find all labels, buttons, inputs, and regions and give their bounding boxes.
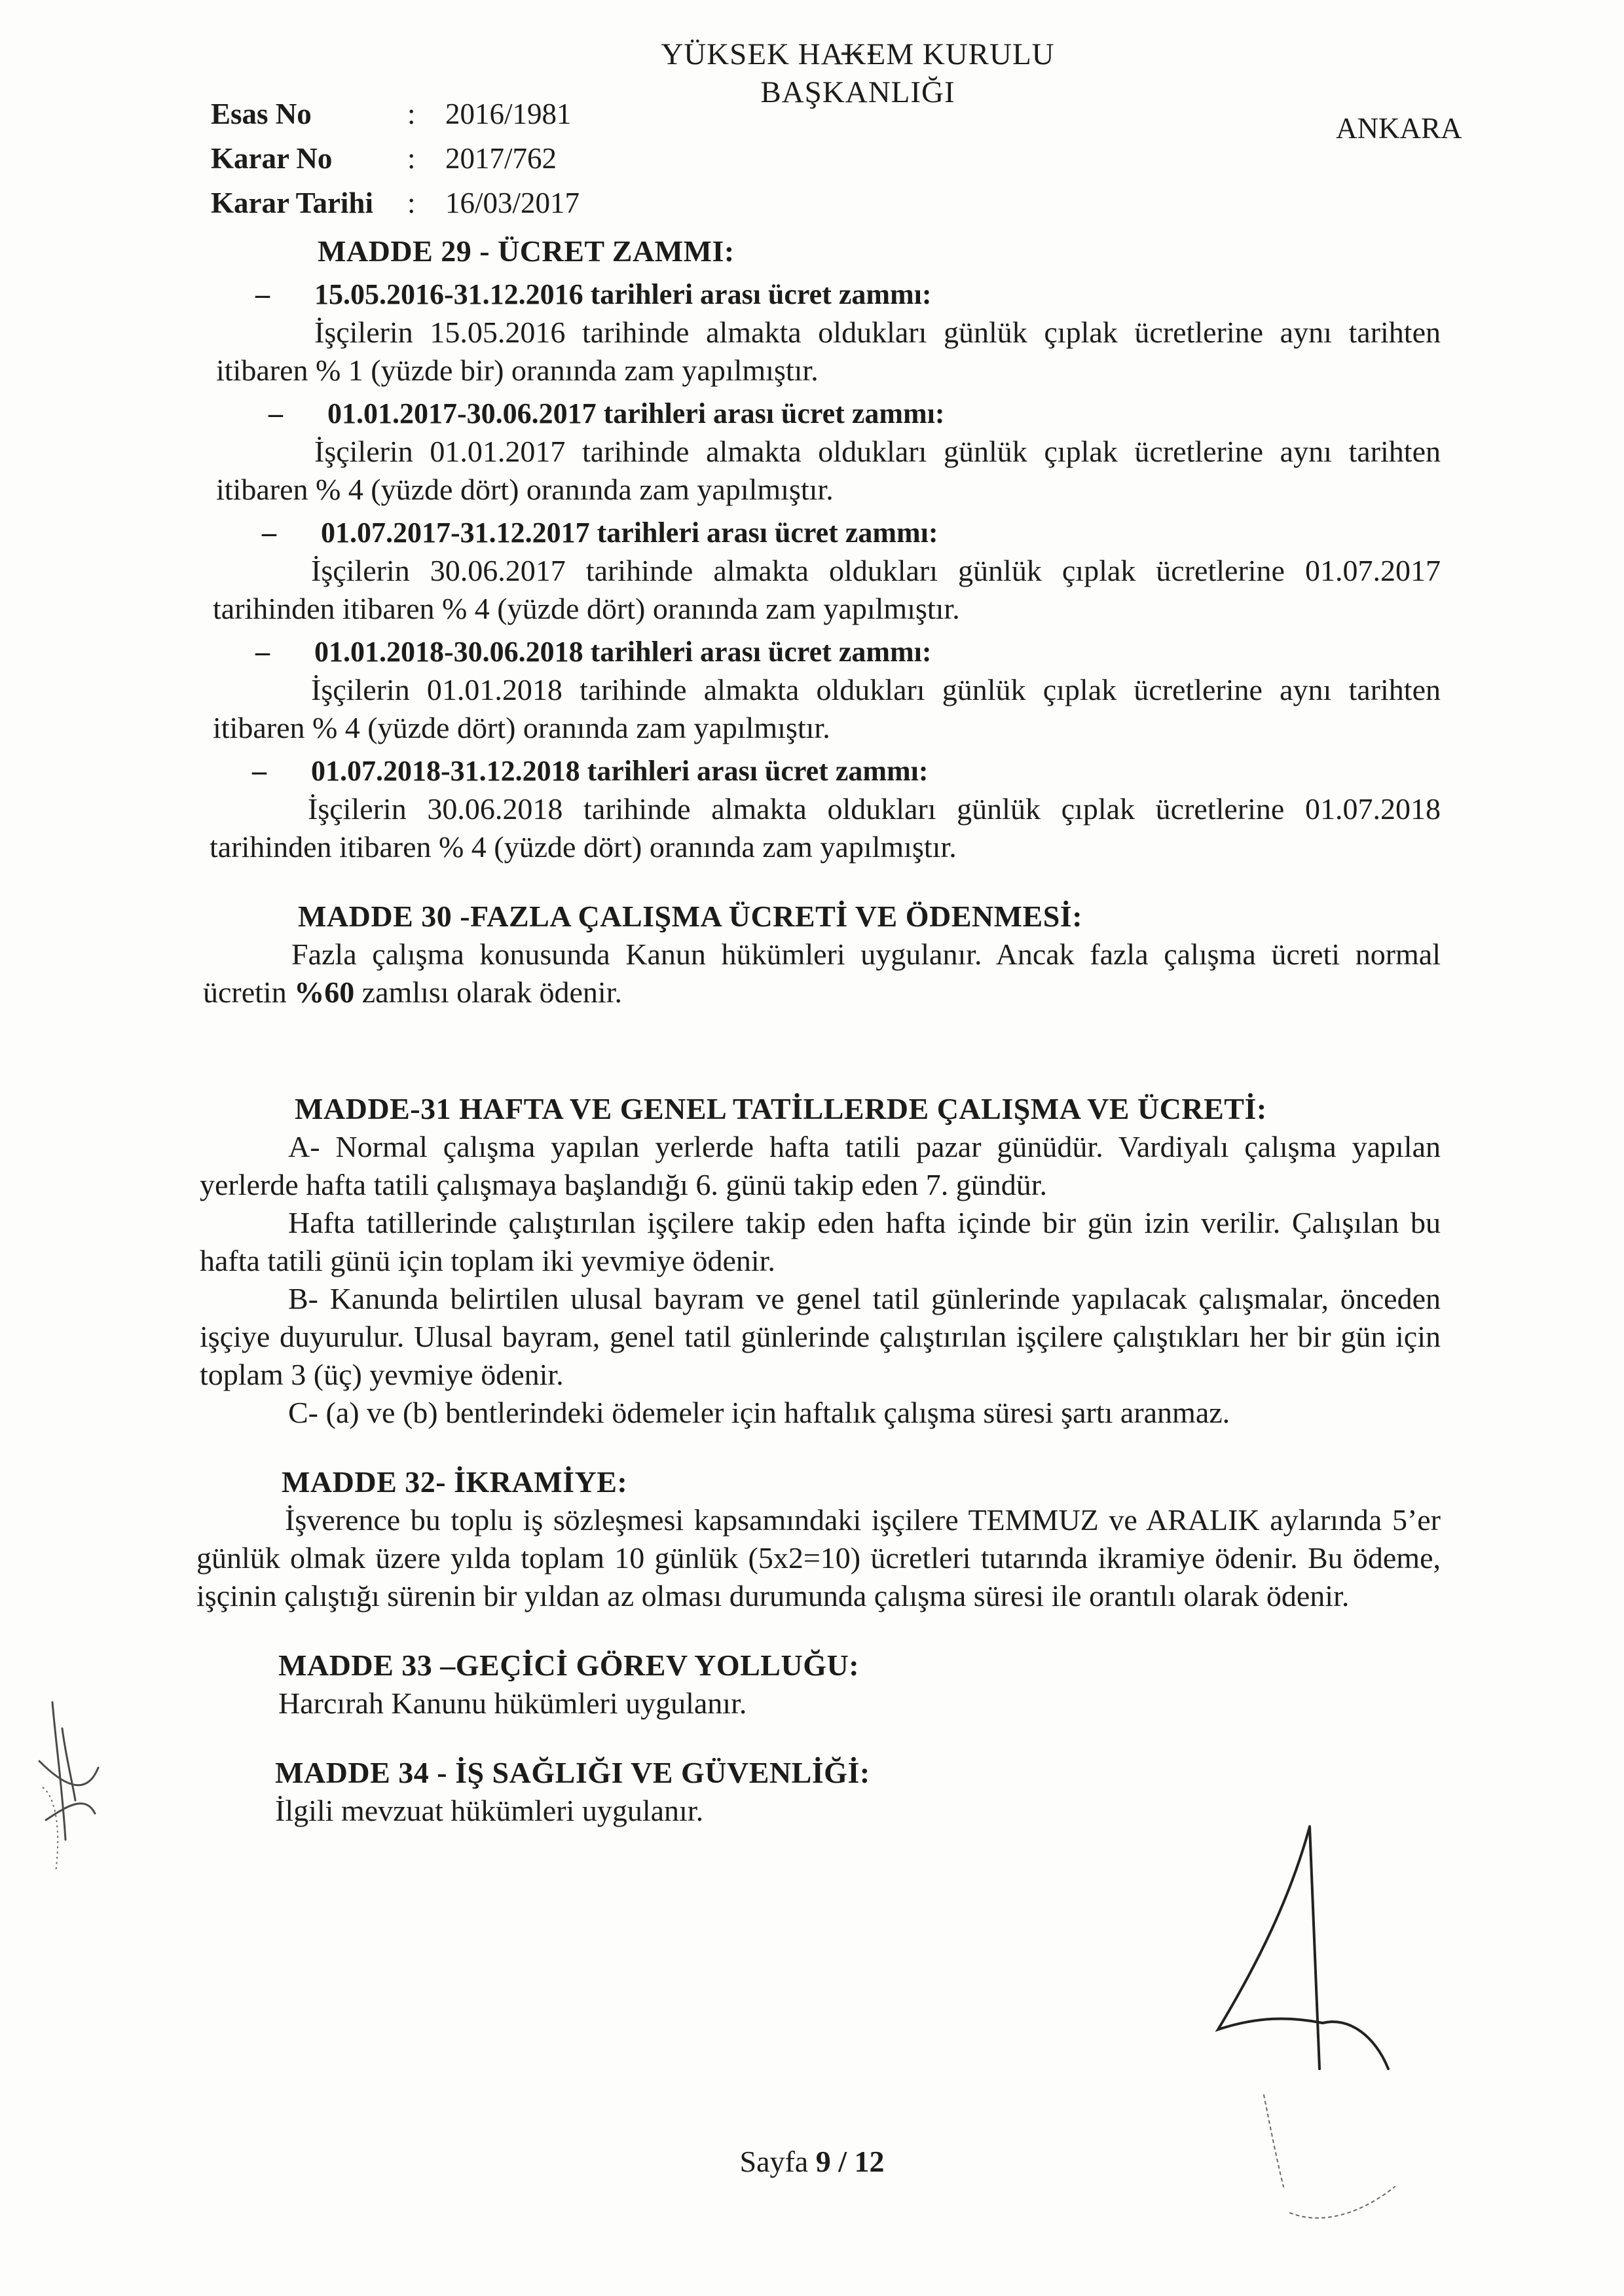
dash-bullet: – (262, 517, 276, 549)
dash-bullet: – (255, 636, 270, 668)
article-31-p4: C- (a) ve (b) bentlerindeki ödemeler için haftalık çalışma süresi şartı aranmaz. (288, 1396, 1230, 1429)
article-30-text-b: zamlısı olarak ödenir. (354, 975, 622, 1009)
article-30-title: MADDE 30 -FAZLA ÇALIŞMA ÜCRETİ VE ÖDENMESİ: (298, 900, 1083, 933)
article-30-text-a: Fazla çalışma konusunda Kanun hükümleri uygulanır. Ancak fazla çalışma ücreti normal ücretin (203, 938, 1441, 1009)
article-33-text: Harcırah Kanunu hükümleri uygulanır. (278, 1686, 747, 1720)
article-31-p3: B- Kanunda belirtilen ulusal bayram ve genel tatil günlerinde yapılacak çalışmalar, önceden işçiye duyurulur. Ulusal bayram, genel tatil günlerinde çalıştırılan işçilere çalıştıkları her bir gün için toplam 3 (üç) yevmiye ödenir. (200, 1282, 1441, 1391)
meta-row-esas (211, 92, 580, 136)
case-meta (211, 92, 580, 225)
meta-value: 16/03/2017 (445, 187, 580, 219)
article-30-text (203, 936, 1441, 1011)
document-body (196, 232, 1441, 1830)
article-29-item-2-heading (268, 395, 1441, 433)
subheading-text: 01.01.2017-30.06.2017 tarihleri arası ücret zammı: (327, 397, 945, 429)
city-label: ANKARA (1336, 112, 1462, 145)
article-29-item-2-text: İşçilerin 01.01.2017 tarihinde almakta oldukları günlük çıplak ücretlerine aynı tarihten itibaren % 4 (yüzde dört) oranında zam yapılmıştır. (216, 435, 1441, 506)
article-29-title: MADDE 29 - ÜCRET ZAMMI: (318, 234, 735, 268)
court-name-line2: BAŞKANLIĞI (760, 75, 955, 109)
page-footer (0, 2144, 1624, 2179)
article-32-text: İşverence bu toplu iş sözleşmesi kapsamındaki işçilere TEMMUZ ve ARALIK aylarında 5’er günlük olmak üzere yılda toplam 10 günlük (5x2=10) ücretleri tutarında ikramiye ödenir. Bu ödeme, işçinin çalıştığı sürenin bir yıldan az olması durumunda çalışma süresi ile orantılı olarak ödenir. (196, 1503, 1441, 1613)
meta-sep: : (407, 142, 416, 175)
article-31-p2: Hafta tatillerinde çalıştırılan işçilere takip eden hafta içinde bir gün izin verilir. Çalışılan bu hafta tatili günü için toplam iki yevmiye ödenir. (200, 1206, 1441, 1277)
page-number: 9 / 12 (815, 2145, 885, 2178)
meta-key: Esas No (211, 98, 312, 130)
court-name-line1: YÜKSEK HAKEM KURULU (661, 37, 1055, 71)
subheading-text: 01.01.2018-30.06.2018 tarihleri arası ücret zammı: (314, 636, 932, 668)
article-32-title: MADDE 32- İKRAMİYE: (282, 1465, 628, 1499)
article-34-title: MADDE 34 - İŞ SAĞLIĞI VE GÜVENLİĞİ: (275, 1756, 870, 1789)
dash-bullet: – (268, 397, 283, 429)
meta-value: 2016/1981 (445, 98, 572, 130)
dash-bullet: – (255, 278, 270, 310)
article-29-item-1-heading (255, 276, 1441, 314)
article-30-rate: %60 (294, 975, 355, 1009)
article-33-title: MADDE 33 –GEÇİCİ GÖREV YOLLUĞU: (278, 1649, 860, 1682)
page-label: Sayfa (739, 2145, 816, 2178)
article-31-p1: A- Normal çalışma yapılan yerlerde hafta tatili pazar günüdür. Vardiyalı çalışma yapılan yerlerde hafta tatili çalışmaya başlandığı 6. günü takip eden 7. gündür. (200, 1130, 1441, 1201)
article-29-item-3-text: İşçilerin 30.06.2017 tarihinde almakta oldukları günlük çıplak ücretlerine 01.07.2017 tarihinden itibaren % 4 (yüzde dört) oranında zam yapılmıştır. (213, 554, 1441, 625)
handwritten-initials-signature (26, 1689, 118, 1886)
meta-key: Karar Tarihi (211, 187, 373, 219)
article-29-item-3-heading (262, 514, 1441, 552)
subheading-text: 01.07.2017-31.12.2017 tarihleri arası ücret zammı: (321, 517, 938, 549)
article-29-item-1-text: İşçilerin 15.05.2016 tarihinde almakta oldukları günlük çıplak ücretlerine aynı tarihten itibaren % 1 (yüzde bir) oranında zam yapılmıştır. (216, 316, 1441, 387)
subheading-text: 01.07.2018-31.12.2018 tarihleri arası ücret zammı: (311, 755, 929, 787)
article-34-text: İlgili mevzuat hükümleri uygulanır. (275, 1794, 704, 1827)
meta-key: Karar No (211, 142, 333, 175)
emblem-dots (629, 26, 1087, 35)
article-31-title: MADDE-31 HAFTA VE GENEL TATİLLERDE ÇALIŞMA VE ÜCRETİ: (295, 1092, 1267, 1125)
article-29-item-4-text: İşçilerin 01.01.2018 tarihinde almakta oldukları günlük çıplak ücretlerine aynı tarihten itibaren % 4 (yüzde dört) oranında zam yapılmıştır. (213, 673, 1441, 744)
meta-value: 2017/762 (445, 142, 557, 175)
subheading-text: 15.05.2016-31.12.2016 tarihleri arası ücret zammı: (314, 278, 932, 310)
meta-row-tarih (211, 181, 580, 225)
dash-bullet: – (252, 755, 267, 787)
article-29-item-4-heading (255, 633, 1441, 671)
court-header (629, 26, 1087, 111)
meta-row-karar (211, 136, 580, 181)
article-29-item-5-text: İşçilerin 30.06.2018 tarihinde almakta oldukları günlük çıplak ücretlerine 01.07.2018 tarihinden itibaren % 4 (yüzde dört) oranında zam yapılmıştır. (210, 792, 1441, 864)
article-29-item-5-heading (252, 752, 1441, 790)
meta-sep: : (407, 187, 416, 219)
meta-sep: : (407, 98, 416, 130)
